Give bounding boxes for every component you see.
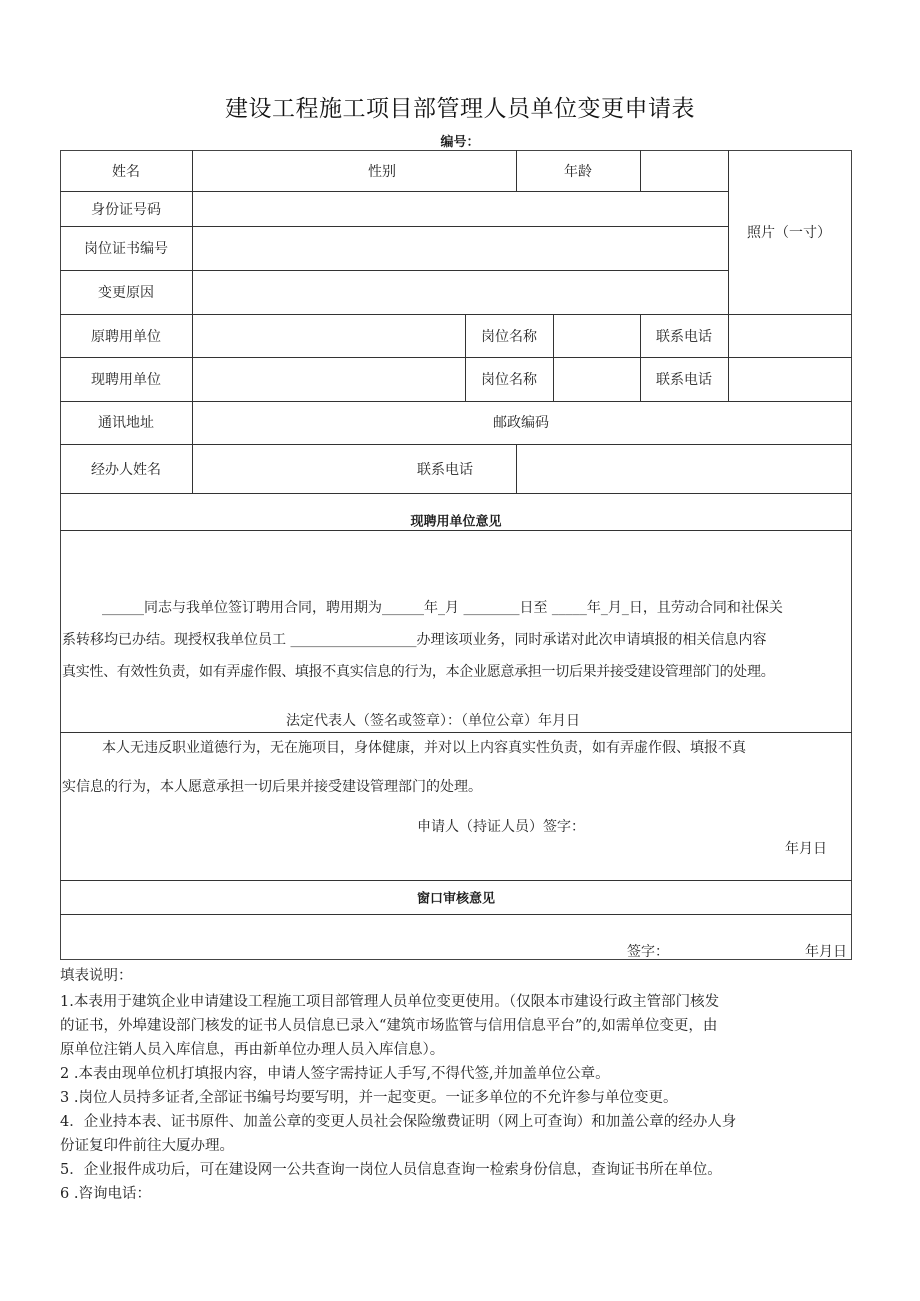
instruction-line: 2 .本表由现单位机打填报内容，申请人签字需持证人手写,不得代签,并加盖单位公章。 <box>60 1066 610 1082</box>
divider <box>60 401 852 402</box>
current-employer-field[interactable] <box>194 359 464 400</box>
id-number-field[interactable] <box>194 193 726 225</box>
instruction-line: 5．企业报件成功后，可在建设网一公共查询一岗位人员信息查询一检索身份信息，查询证书所在单位。 <box>60 1162 722 1178</box>
age-label: 年龄 <box>564 164 592 180</box>
photo-label: 照片（一寸） <box>747 225 831 241</box>
certificate-number-label: 岗位证书编号 <box>84 241 168 257</box>
divider <box>465 314 466 401</box>
id-number-label: 身份证号码 <box>91 202 161 218</box>
address-label: 通讯地址 <box>98 415 154 431</box>
declaration-line-2: 实信息的行为，本人愿意承担一切后果并接受建设管理部门的处理。 <box>62 779 482 795</box>
instruction-line: 6 .咨询电话： <box>60 1186 151 1202</box>
page-title: 建设工程施工项目部管理人员单位变更申请表 <box>225 96 695 122</box>
declaration-line-1: 本人无违反职业道德行为，无在施项目，身体健康，并对以上内容真实性负责，如有弄虚作假、填报不真 <box>102 740 746 756</box>
window-review-heading: 窗口审核意见 <box>416 891 496 907</box>
employer-opinion-line-3: 真实性、有效性负责，如有弄虚作假、填报不真实信息的行为，本企业愿意承担一切后果并接受建设管理部门的处理。 <box>62 664 775 680</box>
start-year-blank[interactable]: ______ <box>382 600 424 616</box>
employer-opinion-line-2: 系转移均已办结。现授权我单位员工 __________________办理该项业务，同时承诺对此次申请填报的相关信息内容 <box>62 632 767 648</box>
instruction-line: 4．企业持本表、证书原件、加盖公章的变更人员社会保险缴费证明（网上可查询）和加盖公章的经办人身 <box>60 1114 737 1130</box>
divider <box>60 226 728 227</box>
instructions-heading: 填表说明： <box>60 968 133 984</box>
divider <box>60 880 852 881</box>
divider <box>60 530 852 531</box>
handler-name-label: 经办人姓名 <box>91 462 161 478</box>
divider <box>60 314 852 315</box>
original-position-label: 岗位名称 <box>481 329 537 345</box>
employee-name-blank[interactable]: ______ <box>102 600 144 616</box>
divider <box>192 150 193 493</box>
applicant-signature-label: 申请人（持证人员）签字： <box>417 819 585 835</box>
original-phone-field[interactable] <box>730 316 850 356</box>
divider <box>60 444 852 445</box>
change-reason-label: 变更原因 <box>98 285 154 301</box>
employer-opinion-line-1: ______同志与我单位签订聘用合同，聘用期为______年_月 ________日至 _____年_月_日，且劳动合同和社保关 <box>102 600 783 616</box>
instruction-line: 份证复印件前往大厦办理。 <box>60 1138 234 1154</box>
review-signature-label: 签字： <box>627 944 669 960</box>
original-position-field[interactable] <box>555 316 639 356</box>
divider <box>516 150 517 191</box>
serial-number-label: 编号： <box>440 135 480 150</box>
current-employer-label: 现聘用单位 <box>91 372 161 388</box>
start-day-blank[interactable]: ________ <box>463 600 520 616</box>
employer-opinion-heading: 现聘用单位意见 <box>410 514 502 530</box>
certificate-number-field[interactable] <box>194 228 726 269</box>
handler-phone-field[interactable] <box>518 446 850 492</box>
divider <box>640 150 641 191</box>
instruction-line: 3 .岗位人员持多证者,全部证书编号均要写明，并一起变更。一证多单位的不允许参与单位变更。 <box>60 1090 678 1106</box>
current-position-label: 岗位名称 <box>481 372 537 388</box>
current-phone-label: 联系电话 <box>656 372 712 388</box>
name-label: 姓名 <box>112 164 140 180</box>
divider <box>640 314 641 401</box>
divider <box>60 191 728 192</box>
divider <box>60 357 852 358</box>
legal-rep-signature: 法定代表人（签名或签章）：（单位公章）年月日 <box>286 713 580 729</box>
age-field[interactable] <box>642 152 726 190</box>
instruction-line: 的证书，外埠建设部门核发的证书人员信息已录入“建筑市场监管与信用信息平台”的,如需单位变更，由 <box>60 1018 718 1034</box>
change-reason-field[interactable] <box>194 272 726 313</box>
address-field[interactable] <box>194 403 850 443</box>
divider <box>60 493 852 494</box>
divider <box>553 314 554 401</box>
end-year-blank[interactable]: _____ <box>551 600 587 616</box>
gender-label: 性别 <box>368 164 396 180</box>
instruction-line: 原单位注销人员入库信息，再由新单位办理人员入库信息）。 <box>60 1042 445 1058</box>
divider <box>60 914 852 915</box>
current-phone-field[interactable] <box>730 359 850 400</box>
divider <box>60 270 728 271</box>
instruction-line: 1.本表用于建筑企业申请建设工程施工项目部管理人员单位变更使用。（仅限本市建设行政主管部门核发 <box>60 994 720 1010</box>
original-employer-label: 原聘用单位 <box>91 329 161 345</box>
authorized-employee-blank[interactable]: __________________ <box>290 632 417 648</box>
handler-phone-label: 联系电话 <box>417 462 473 478</box>
current-position-field[interactable] <box>555 359 639 400</box>
divider <box>728 150 729 401</box>
original-employer-field[interactable] <box>194 316 464 356</box>
applicant-date-label: 年月日 <box>785 841 827 857</box>
divider <box>516 444 517 493</box>
postcode-label: 邮政编码 <box>493 415 549 431</box>
divider <box>60 732 852 733</box>
review-date-label: 年月日 <box>805 944 847 960</box>
photo-area[interactable] <box>730 152 850 312</box>
original-phone-label: 联系电话 <box>656 329 712 345</box>
